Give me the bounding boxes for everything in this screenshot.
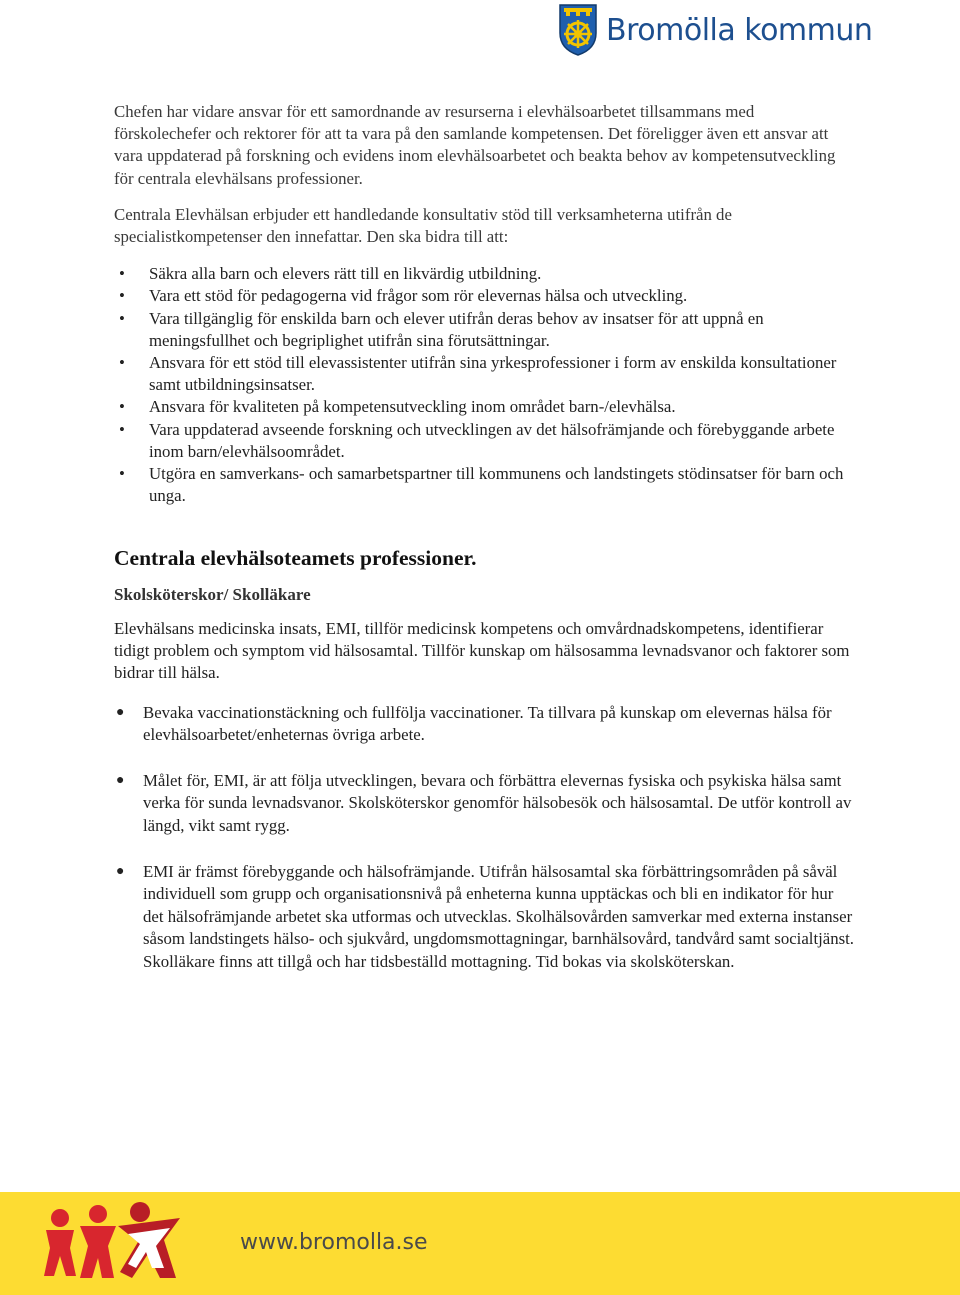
bullet-icon: •	[119, 464, 125, 484]
bullet-icon: ●	[116, 772, 125, 788]
bullet-icon: ●	[116, 863, 125, 879]
bullet-icon: •	[119, 353, 125, 373]
section-subheading: Skolsköterskor/ Skolläkare	[114, 585, 311, 604]
intro-paragraph-1: Chefen har vidare ansvar för ett samordnande av resurserna i elevhälsoarbetet tillsammans med förskolechefer och rektorer för att ta vara på den samlande kompetensen. Det föreligger även ett ansvar att vara uppdaterad på forskning och evidens inom elevhälsoarbetet och beakta behov av kompetensutveckling för centrala elevhälsans professioner.	[114, 102, 836, 188]
intro-paragraph-2: Centrala Elevhälsan erbjuder ett handledande konsultativ stöd till verksamheterna utifrån de specialistkompetenser den innefattar. Den ska bidra till att:	[114, 204, 732, 247]
bullet-icon: •	[119, 286, 125, 306]
bullet-icon: •	[119, 397, 125, 417]
website-url: www.bromolla.se	[240, 1230, 428, 1255]
bullet-icon: •	[119, 308, 125, 328]
list-item: • Vara ett stöd för pedagogerna vid frågor som rör elevernas hälsa och utveckling.	[114, 285, 854, 307]
list-item: Skolläkare finns att tillgå och har tidsbeställd mottagning. Tid bokas via skolsköterskan.	[143, 951, 735, 971]
bullet-icon: •	[119, 264, 125, 284]
emi-section	[114, 618, 854, 974]
list-item: ● Målet för, EMI, är att följa utvecklingen, bevara och förbättra elevernas fysiska och psykiska hälsa samt verka för sunda levnadsvanor. Skolsköterskor genomför hälsobesök och hälsosamtal. De utför kontroll av längd, vikt samt rygg.	[116, 770, 852, 835]
bullet-icon: ●	[116, 704, 125, 720]
list-item: • Ansvara för kvaliteten på kompetensutveckling inom området barn-/elevhälsa.	[114, 396, 854, 418]
list-item: • Ansvara för ett stöd till elevassistenter utifrån sina yrkesprofessioner i form av enskilda konsultationer samt utbildningsinsatser.	[119, 353, 837, 395]
list-item: • Vara tillgänglig för enskilda barn och elever utifrån deras behov av insatser för att uppnå en meningsfullhet och begriplighet utifrån sina förutsättningar.	[119, 308, 764, 350]
list-item: ● EMI är främst förebyggande och hälsofrämjande. Utifrån hälsosamtal ska förbättringsområden på såväl individuell som grupp och organisationsnivå på enheterna kunna upptäckas och bli en indikator för hur det hälsofrämjande arbetet ska utformas och utvecklas. Skolhälsovården samverkar med externa instanser såsom landstingets hälso- och sjukvård, ungdomsmottagningar, barnhälsovård, tandvård samt socialtjänst.	[116, 861, 854, 949]
list-item: • Vara uppdaterad avseende forskning och utvecklingen av det hälsofrämjande och förebyggande arbete inom barn/elevhälsoområdet.	[119, 419, 835, 461]
bullet-icon: •	[119, 419, 125, 439]
intro-section	[114, 101, 854, 507]
list-item: ● Bevaka vaccinationstäckning och fullfölja vaccinationer. Ta tillvara på kunskap om elevernas hälsa för elevhälsoarbetet/enheternas övriga arbete.	[116, 702, 832, 745]
people-logo-icon	[40, 1198, 190, 1283]
brand-name: Bromölla kommun	[606, 12, 873, 48]
emi-bullet-list	[114, 702, 854, 974]
emi-paragraph: Elevhälsans medicinska insats, EMI, tillför medicinsk kompetens och omvårdnadskompetens, identifierar tidigt problem och symptom vid hälsosamtal. Tillför kunskap om hälsosamma levnadsvanor och faktorer som bidrar till hälsa.	[114, 619, 850, 683]
section-heading: Centrala elevhälsoteamets professioner.	[114, 546, 477, 570]
list-item: • Säkra alla barn och elevers rätt till en likvärdig utbildning.	[114, 263, 854, 285]
list-item: • Utgöra en samverkans- och samarbetspartner till kommunens och landstingets stödinsatser för barn och unga.	[119, 464, 844, 506]
header-logo	[558, 2, 872, 58]
support-bullet-list	[114, 263, 854, 507]
coat-of-arms-icon	[558, 3, 598, 57]
